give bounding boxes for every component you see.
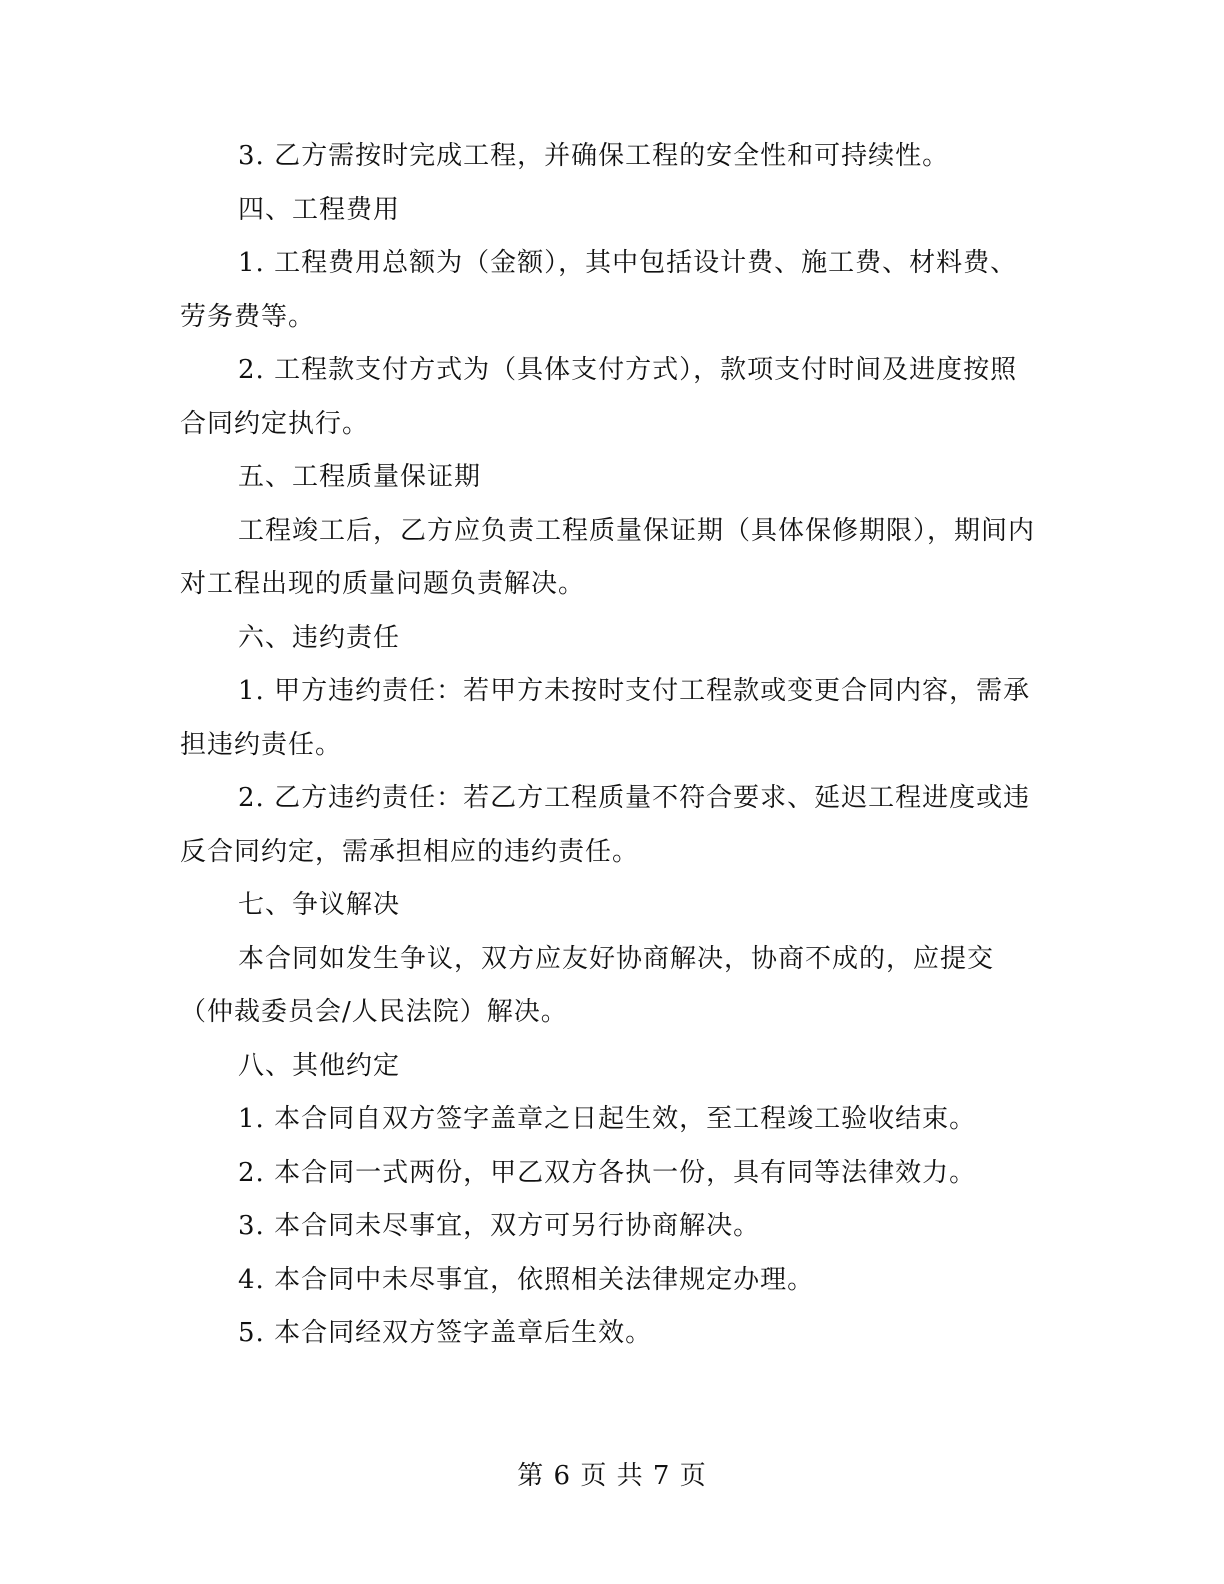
paragraph: 1. 工程费用总额为（金额），其中包括设计费、施工费、材料费、劳务费等。 (180, 248, 1018, 332)
section-heading: 四、工程费用 (238, 194, 401, 225)
paragraph: 3. 乙方需按时完成工程，并确保工程的安全性和可持续性。 (238, 141, 950, 171)
section-heading: 六、违约责任 (238, 622, 401, 653)
section-heading: 八、其他约定 (238, 1050, 401, 1081)
section-heading: 七、争议解决 (238, 890, 401, 920)
section-heading: 五、工程质量保证期 (238, 462, 482, 492)
paragraph: 2. 本合同一式两份，甲乙双方各执一份，具有同等法律效力。 (238, 1157, 977, 1188)
paragraph: 工程竣工后，乙方应负责工程质量保证期（具体保修期限），期间内对工程出现的质量问题负责解决。 (180, 515, 1036, 599)
paragraph: 4. 本合同中未尽事宜，依照相关法律规定办理。 (238, 1264, 815, 1295)
paragraph: 5. 本合同经双方签字盖章后生效。 (238, 1318, 653, 1348)
paragraph: 本合同如发生争议，双方应友好协商解决，协商不成的，应提交（仲裁委员会/人民法院）解决。 (180, 943, 995, 1027)
paragraph: 2. 乙方违约责任：若乙方工程质量不符合要求、延迟工程进度或违反合同约定，需承担相应的违约责任。 (180, 783, 1031, 867)
document-body (180, 130, 1040, 1361)
paragraph: 2. 工程款支付方式为（具体支付方式），款项支付时间及进度按照合同约定执行。 (180, 355, 1018, 439)
paragraph: 1. 本合同自双方签字盖章之日起生效，至工程竣工验收结束。 (238, 1104, 977, 1134)
paragraph: 3. 本合同未尽事宜，双方可另行协商解决。 (238, 1211, 761, 1241)
paragraph: 1. 甲方违约责任：若甲方未按时支付工程款或变更合同内容，需承担违约责任。 (180, 676, 1031, 760)
page-footer: 第 6 页 共 7 页 (517, 1461, 707, 1491)
